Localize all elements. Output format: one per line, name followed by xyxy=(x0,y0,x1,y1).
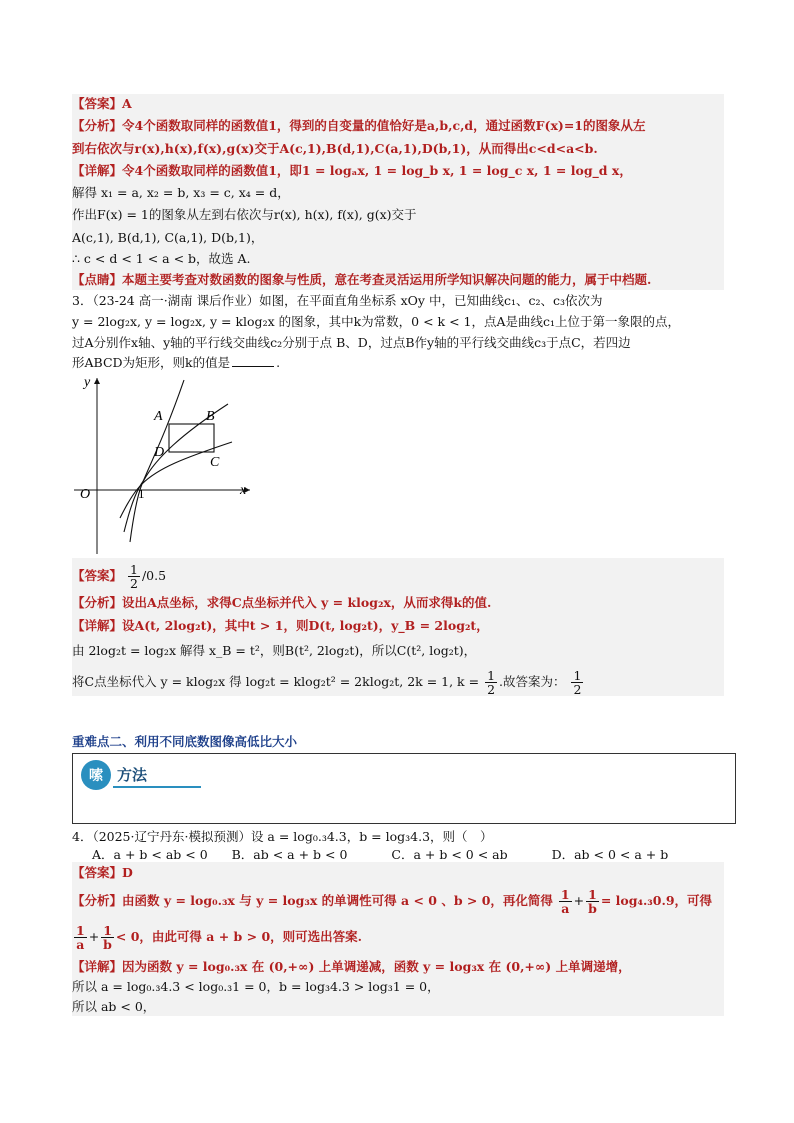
q4-analysis-line: 【分析】由函数 y = log₀.₃x 与 y = log₃x 的单调性可得 a < 0 、b > 0，再化简得 $\frac{1}{a}$ + $\frac{1}{b}$ = log₄.₃0.9，可得 xyxy=(72,887,713,916)
curve-c3 xyxy=(120,442,232,518)
point-d-label: D xyxy=(154,445,165,460)
x-axis-label: x xyxy=(240,483,247,498)
rectangle-abcd xyxy=(169,424,214,452)
method-logo-icon: 嗦 xyxy=(81,760,111,790)
q3-detail-line: 【详解】设A(t, 2log₂t)，其中t > 1，则D(t, log₂t)，y_B = 2log₂t， xyxy=(72,618,489,633)
q2-detail-line: 作出F(x) = 1的图象从左到右依次与r(x), h(x), f(x), g(x)交于 xyxy=(72,207,417,222)
method-box xyxy=(72,753,736,824)
q4-options xyxy=(92,846,668,864)
q3-analysis: 【分析】设出A点坐标，求得C点坐标并代入 y = klog₂x，从而求得k的值. xyxy=(72,595,492,610)
option-d: D．ab < 0 < a + b xyxy=(551,847,669,862)
answer-blank xyxy=(232,366,274,367)
q4-analysis-line: $\frac{1}{a}$ + $\frac{1}{b}$ < 0，由此可得 a + b > 0，则可选出答案. xyxy=(76,923,363,952)
method-underline xyxy=(113,786,201,788)
y-axis-label: y xyxy=(84,375,91,390)
option-b: B．ab < a + b < 0 xyxy=(231,847,348,862)
q2-detail-line: 解得 x₁ = a, x₂ = b, x₃ = c, x₄ = d， xyxy=(72,185,290,200)
origin-label: O xyxy=(80,487,91,502)
point-c-label: C xyxy=(210,455,220,470)
q3-detail-line: 由 2log₂t = log₂x 解得 x_B = t²，则B(t², 2log₂t)，所以C(t², log₂t)， xyxy=(72,643,477,658)
q2-comment: 【点睛】本题主要考查对数函数的图象与性质，意在考查灵活运用所学知识解决问题的能力，属于中档题. xyxy=(72,272,652,287)
q2-detail-line: ∴ c < d < 1 < a < b，故选 A. xyxy=(72,251,251,266)
q2-detail-line: A(c,1), B(d,1), C(a,1), D(b,1)， xyxy=(72,230,264,245)
option-a: A．a + b < ab < 0 xyxy=(92,847,208,862)
q2-answer: 【答案】A xyxy=(72,96,132,111)
q3-stem-line: 形ABCD为矩形，则k的值是 . xyxy=(72,355,281,370)
q3-detail-line: 将C点坐标代入 y = klog₂x 得 log₂t = klog₂t² = 2klog₂t, 2k = 1, k = $\frac{1}{2}$ .故答案为： $\frac{1}{2}$ xyxy=(72,668,582,697)
q4-detail-line: 所以 a = log₀.₃4.3 < log₀.₃1 = 0，b = log₃4.3 > log₃1 = 0， xyxy=(72,979,440,994)
option-c: C．a + b < 0 < ab xyxy=(391,847,508,862)
q2-analysis-line: 到右依次与r(x),h(x),f(x),g(x)交于A(c,1),B(d,1),C(a,1),D(b,1)，从而得出c<d<a<b. xyxy=(72,141,598,156)
q3-stem-line: 3．（23-24 高一·湖南 课后作业）如图，在平面直角坐标系 xOy 中，已知曲线c₁、c₂、c₃依次为 xyxy=(72,293,603,308)
q4-detail-line: 所以 ab < 0， xyxy=(72,999,156,1014)
q4-answer: 【答案】D xyxy=(72,865,133,880)
q2-analysis-line: 【分析】令4个函数取同样的函数值1，得到的自变量的值恰好是a,b,c,d，通过函数F(x)=1的图象从左 xyxy=(72,118,646,133)
q2-detail-line: 【详解】令4个函数取同样的函数值1，即1 = logₐx, 1 = log_b x, 1 = log_c x, 1 = log_d x， xyxy=(72,163,632,178)
q4-stem: 4．（2025·辽宁丹东·模拟预测）设 a = log₀.₃4.3，b = log₃4.3，则（ ） xyxy=(72,829,493,844)
q3-stem-line: y = 2log₂x, y = log₂x, y = klog₂x 的图象，其中k为常数，0 < k < 1，点A是曲线c₁上位于第一象限的点， xyxy=(72,314,681,329)
point-b-label: B xyxy=(206,409,215,424)
q3-stem-line: 过A分别作x轴、y轴的平行线交曲线c₂分别于点 B、D，过点B作y轴的平行线交曲线c₃于点C，若四边 xyxy=(72,335,631,350)
point-a-label: A xyxy=(154,409,163,424)
q3-figure xyxy=(72,372,262,556)
q3-answer: 【答案】 $\frac{1}{2}$ /0.5 xyxy=(72,562,167,591)
k-fraction: $\frac{1}{2}$ xyxy=(487,668,496,697)
one-label: 1 xyxy=(138,486,145,501)
section-title: 重难点二、利用不同底数图像高低比大小 xyxy=(72,734,298,749)
answer-fraction: $\frac{1}{2}$ xyxy=(130,562,138,591)
result-fraction: $\frac{1}{2}$ xyxy=(573,668,582,697)
q4-detail-line: 【详解】因为函数 y = log₀.₃x 在 (0,+∞) 上单调递减，函数 y = log₃x 在 (0,+∞) 上单调递增， xyxy=(72,959,631,974)
method-title: 方法 xyxy=(117,766,148,784)
